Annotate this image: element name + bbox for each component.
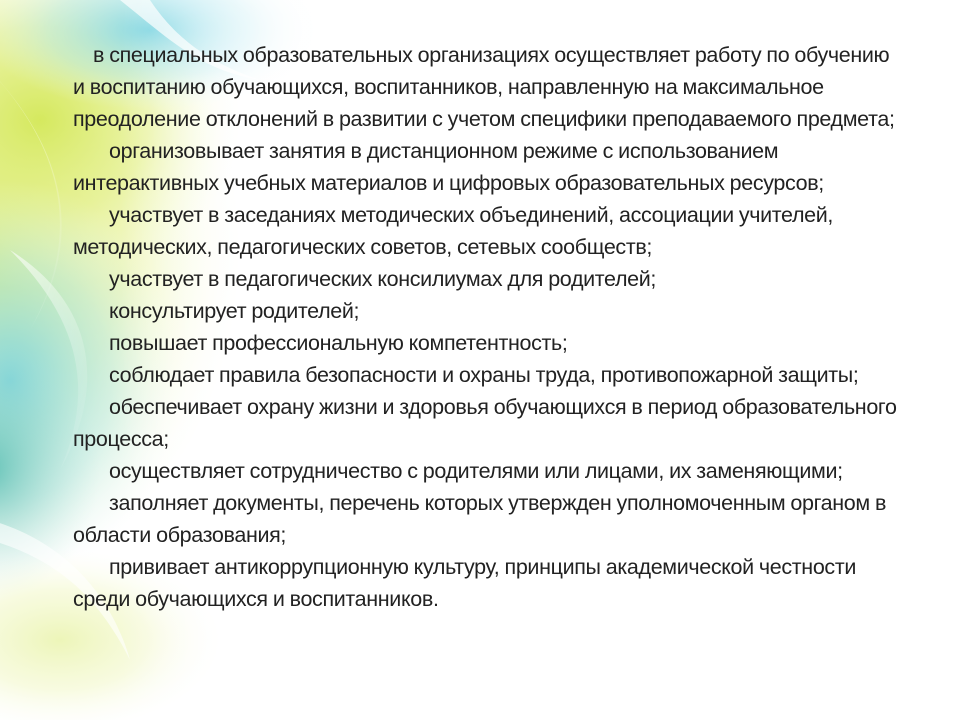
list-item: прививает антикоррупционную культуру, принципы академической честности среди обучающихся и воспитанников. bbox=[73, 555, 856, 611]
list-item: соблюдает правила безопасности и охраны труда, противопожарной защиты; bbox=[109, 363, 859, 387]
list-item: повышает профессиональную компетентность; bbox=[109, 331, 568, 355]
list-item: в специальных образовательных организациях осуществляет работу по обучению и воспитанию обучающихся, воспитанников, направленную на максимальное преодоление отклонений в развитии с учетом специфики преподаваемого предмета; bbox=[73, 43, 895, 131]
list-item: заполняет документы, перечень которых утвержден уполномоченным органом в области образования; bbox=[73, 491, 887, 547]
list-item: обеспечивает охрану жизни и здоровья обучающихся в период образовательного процесса; bbox=[73, 395, 897, 451]
list-item: консультирует родителей; bbox=[109, 299, 360, 323]
list-item: организовывает занятия в дистанционном режиме с использованием интерактивных учебных материалов и цифровых образовательных ресурсов; bbox=[73, 139, 824, 195]
body-text bbox=[73, 39, 903, 615]
list-item: участвует в педагогических консилиумах для родителей; bbox=[109, 267, 657, 291]
list-item: осуществляет сотрудничество с родителями или лицами, их заменяющими; bbox=[109, 459, 843, 483]
list-item: участвует в заседаниях методических объединений, ассоциации учителей, методических, педагогических советов, сетевых сообществ; bbox=[73, 203, 834, 259]
